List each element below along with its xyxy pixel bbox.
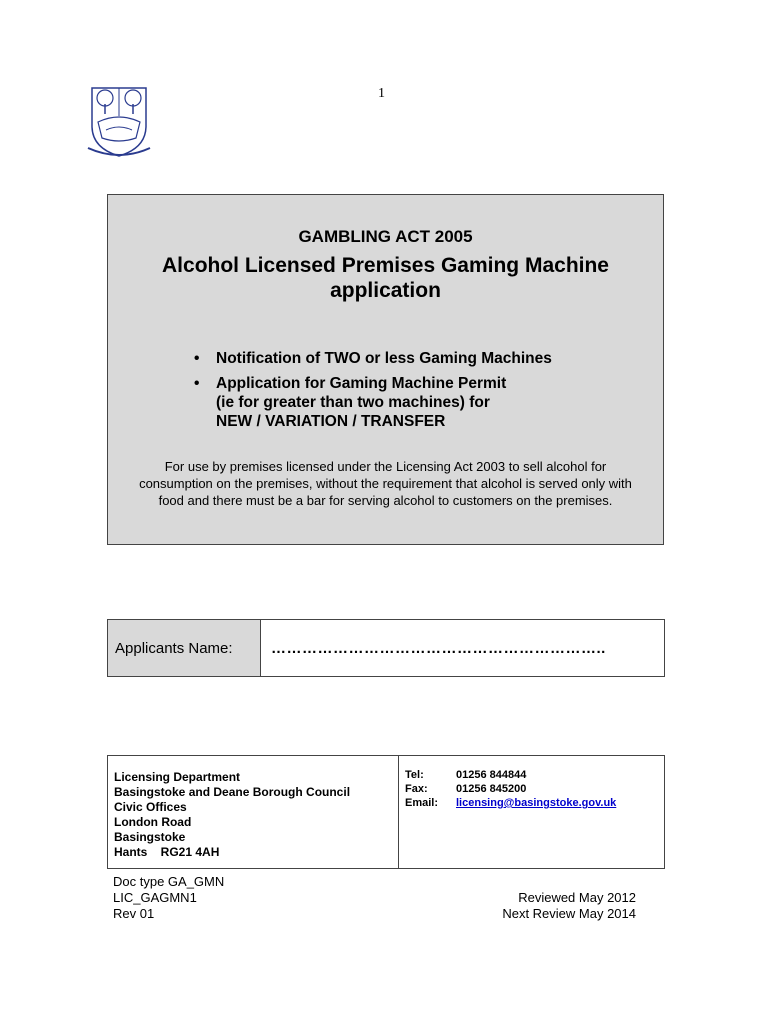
purpose-item: [194, 349, 552, 368]
purpose-item: [194, 374, 552, 431]
act-heading: GAMBLING ACT 2005: [298, 227, 473, 246]
council-crest-logo: [84, 82, 154, 162]
contact-table: [107, 755, 665, 869]
applicant-name-label: Applicants Name:: [108, 620, 261, 676]
email-link[interactable]: licensing@basingstoke.gov.uk: [456, 797, 617, 809]
title-box: [107, 194, 664, 545]
document-info: [113, 874, 224, 922]
fax-number: 01256 845200: [456, 783, 527, 795]
review-dates: [502, 890, 636, 922]
address-line: Basingstoke: [114, 830, 186, 844]
doc-type: Doc type GA_GMN: [113, 874, 225, 889]
department-address: [108, 756, 399, 868]
purpose-list: [194, 349, 552, 437]
form-title: [108, 253, 663, 303]
tel-label: Tel:: [405, 769, 424, 781]
email-label: Email:: [405, 797, 439, 809]
reviewed-date: Reviewed May 2012: [518, 890, 636, 905]
doc-revision: Rev 01: [113, 906, 155, 921]
tel-number: 01256 844844: [456, 769, 527, 781]
address-line: Basingstoke and Deane Borough Council: [114, 785, 351, 799]
purpose-line: NEW / VARIATION / TRANSFER: [216, 413, 446, 430]
usage-description: For use by premises licensed under the Licensing Act 2003 to sell alcohol for consumption on the premises, without the requirement that alcohol is served only with food and there must be a bar for serving alcohol to customers on the premises.: [139, 459, 632, 508]
email-row: [405, 796, 664, 810]
applicant-name-field[interactable]: ………………………………………………………..: [271, 639, 606, 657]
address-line: Civic Offices: [114, 800, 187, 814]
address-line: Hants RG21 4AH: [114, 845, 220, 859]
contact-details: [399, 756, 664, 868]
purpose-line: (ie for greater than two machines) for: [216, 394, 490, 411]
doc-code: LIC_GAGMN1: [113, 890, 197, 905]
address-line: London Road: [114, 815, 192, 829]
tel-row: [405, 768, 664, 782]
page-number: 1: [378, 86, 385, 101]
next-review-date: Next Review May 2014: [502, 906, 636, 921]
address-line: Licensing Department: [114, 770, 241, 784]
applicant-name-table: [107, 619, 665, 677]
form-title-line: application: [330, 279, 441, 302]
fax-label: Fax:: [405, 783, 428, 795]
purpose-line: • Notification of TWO or less Gaming Machines: [216, 350, 552, 367]
form-title-line: Alcohol Licensed Premises Gaming Machine: [162, 254, 609, 277]
fax-row: [405, 782, 664, 796]
purpose-line: • Application for Gaming Machine Permit: [216, 375, 507, 392]
